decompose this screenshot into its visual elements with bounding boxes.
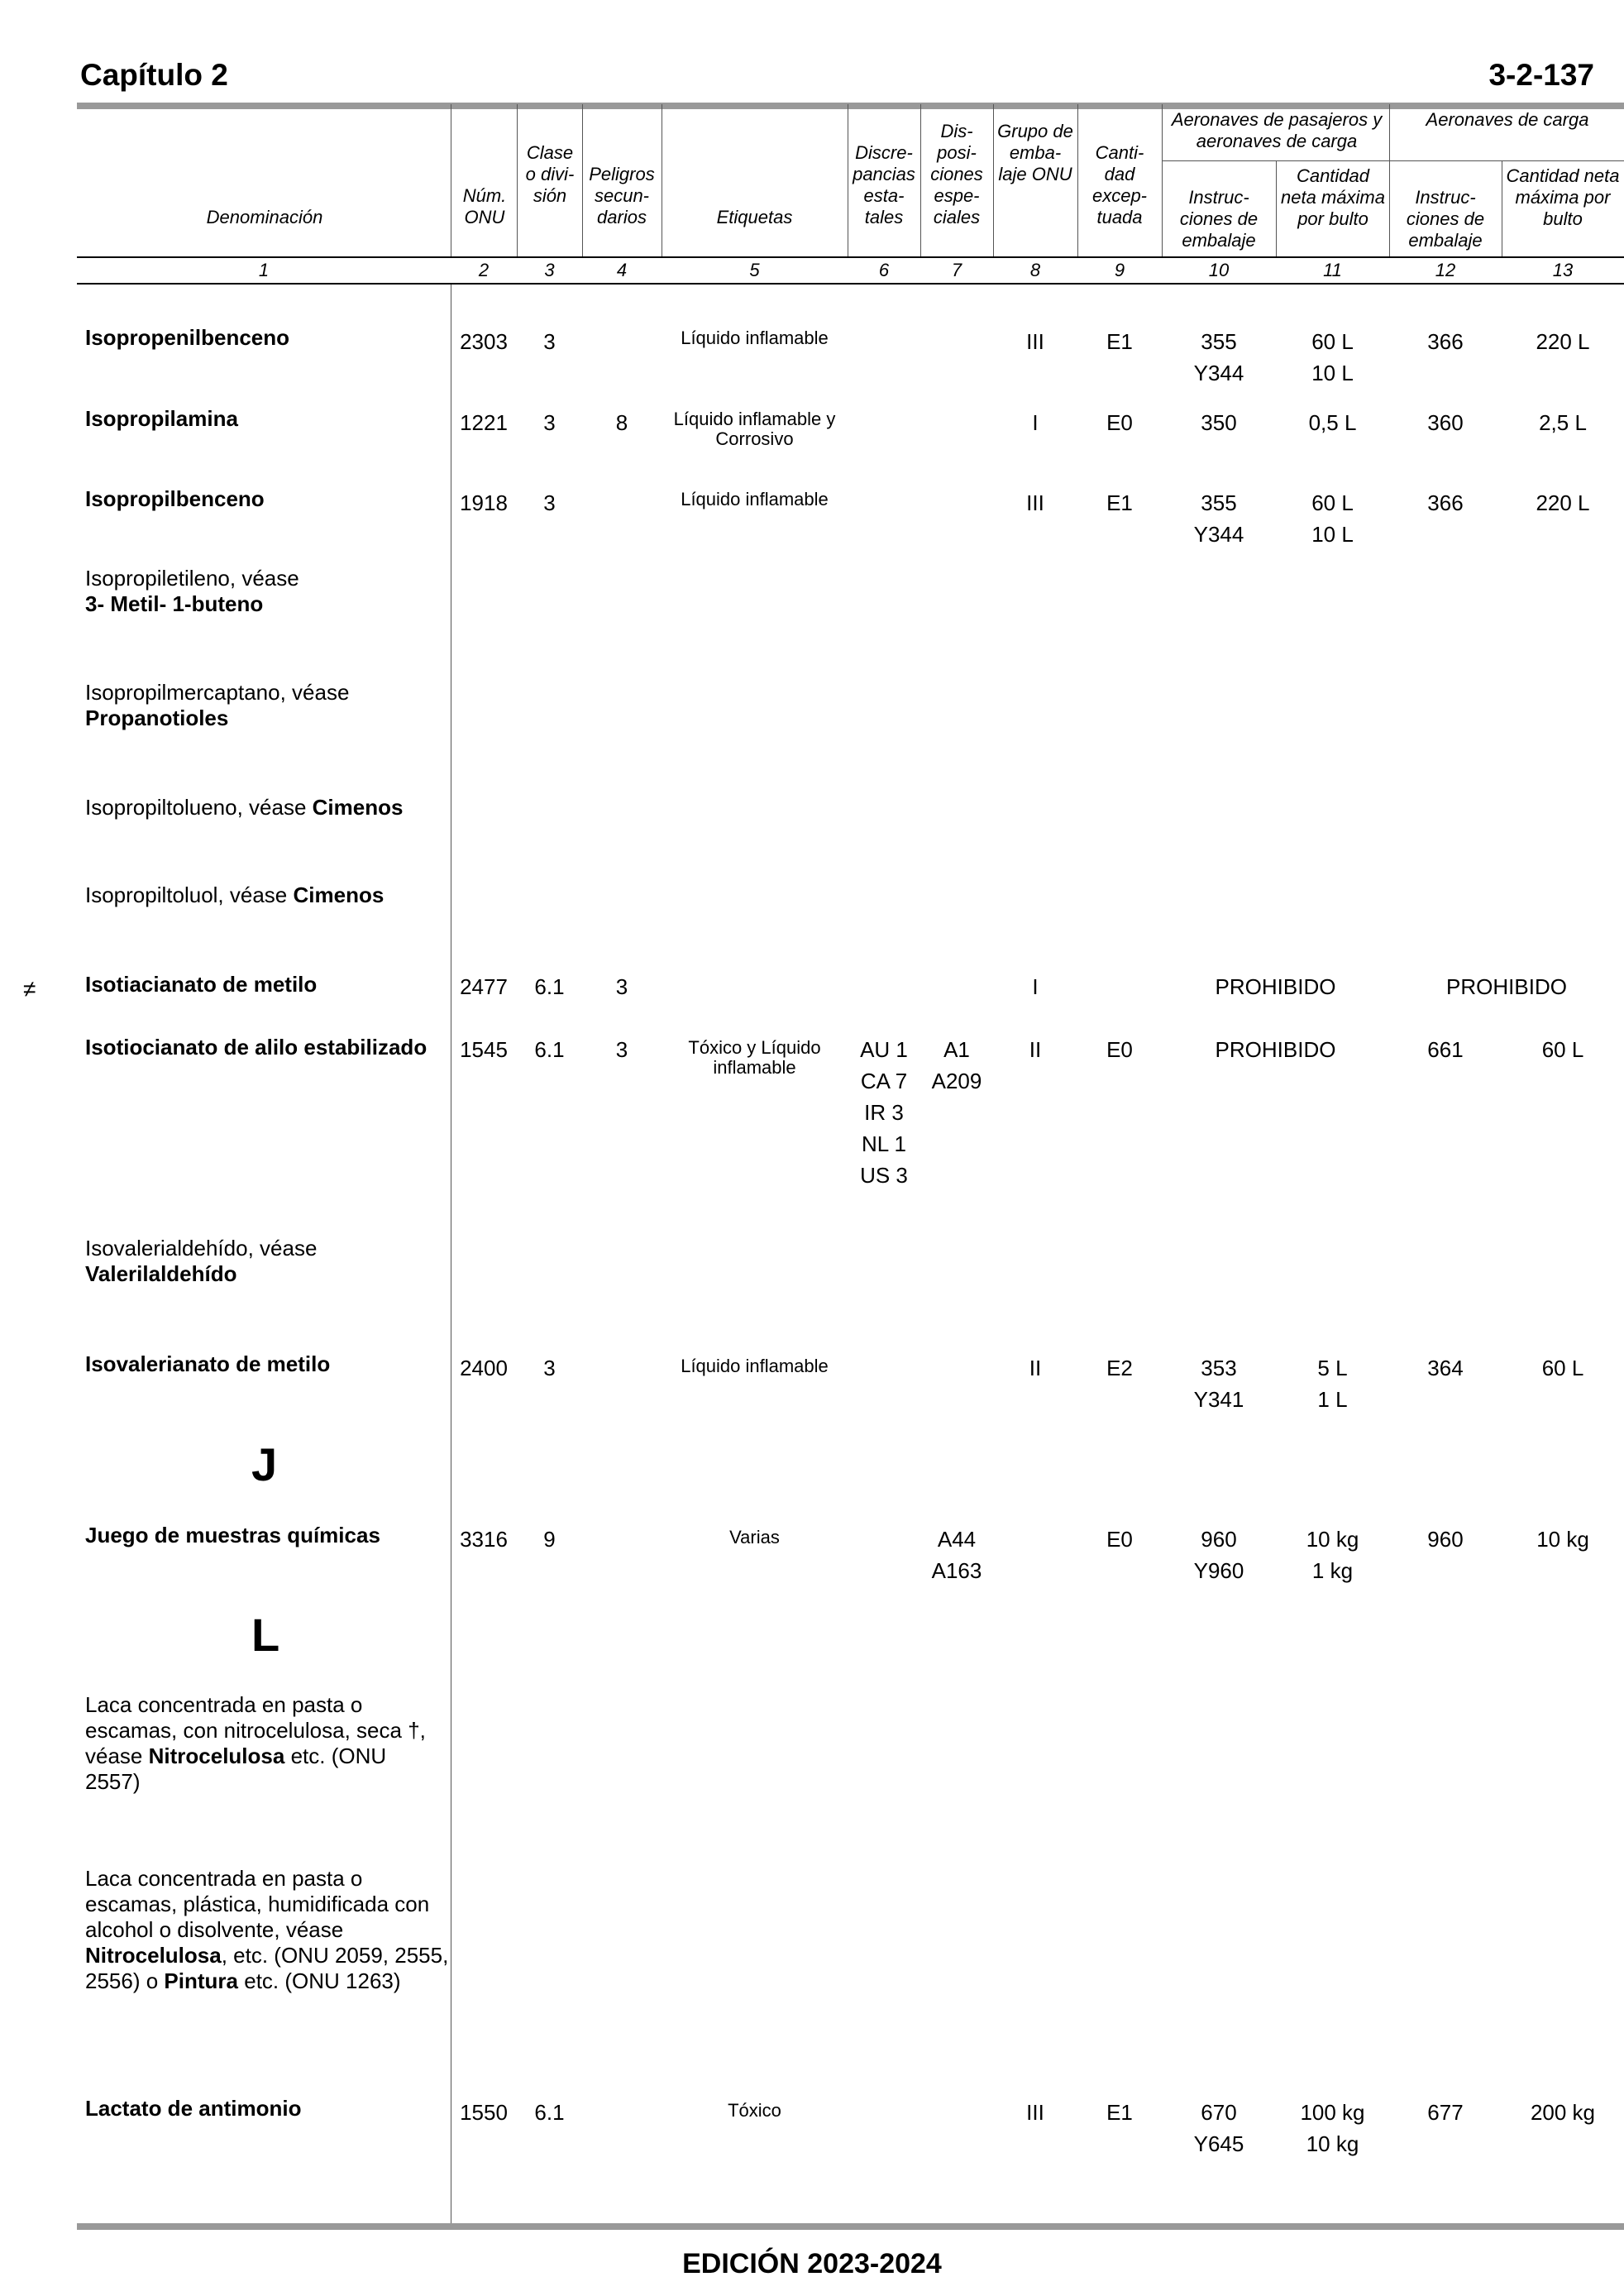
see-text: Isopropiltolueno, véase	[85, 795, 307, 820]
excepted-qty: E1	[1106, 329, 1133, 354]
header-clase: Clase o divi- sión	[525, 142, 575, 206]
cao-max-qty: 220 L	[1536, 329, 1590, 354]
see-text: Isovalerialdehído, véase	[85, 1236, 318, 1260]
subsidiary-hazard: 3	[615, 1037, 628, 1062]
top-rule	[77, 103, 1624, 109]
un-number: 1221	[460, 410, 508, 435]
header-denominacion: Denominación	[206, 207, 323, 227]
pax-instruction: 353	[1201, 1356, 1237, 1380]
section-letter: J	[251, 1438, 278, 1490]
pax-max-qty-y: 10 L	[1311, 361, 1354, 385]
class: 6.1	[534, 974, 565, 999]
cao-instruction: 360	[1427, 410, 1464, 435]
col-num-9: 9	[1114, 260, 1125, 280]
state-variation: US 3	[860, 1163, 908, 1188]
un-number: 2477	[460, 974, 508, 999]
cao-instruction: 364	[1427, 1356, 1464, 1380]
pax-max-qty-y: 1 kg	[1311, 1558, 1354, 1583]
pax-max-qty-y: 10 L	[1311, 522, 1354, 547]
pax-instruction: 350	[1201, 410, 1237, 435]
un-number: 2400	[460, 1356, 508, 1380]
header-cantidad-exceptuada: Canti- dad excep- tuada	[1091, 142, 1148, 227]
see-reference: Cimenos	[312, 795, 404, 820]
excepted-qty: E0	[1106, 1527, 1133, 1552]
entry-name: Juego de muestras químicas	[85, 1523, 380, 1547]
see-reference: Valerilaldehído	[85, 1261, 237, 1286]
group-line	[1162, 160, 1624, 161]
col-num-11: 11	[1323, 260, 1342, 280]
header-cantidad-cao: Cantidad neta máxima por bulto	[1506, 165, 1620, 229]
see-text: Isopropilmercaptano, véase	[85, 680, 350, 705]
col-num-1: 1	[258, 260, 270, 280]
un-number: 3316	[460, 1527, 508, 1552]
subsidiary-hazard: 3	[615, 974, 628, 999]
section-letter: L	[251, 1609, 280, 1661]
cao-max-qty: 60 L	[1541, 1356, 1584, 1380]
pax-max-qty: 100 kg	[1300, 2100, 1365, 2125]
cao-instruction: 677	[1427, 2100, 1464, 2125]
see-entry	[85, 566, 449, 617]
labels: Varias	[729, 1527, 780, 1547]
see-text: Isopropiltoluol, véase	[85, 883, 288, 907]
cao-instruction: 960	[1427, 1527, 1464, 1552]
packing-group: III	[1026, 329, 1044, 354]
cao-max-qty: 220 L	[1536, 490, 1590, 515]
entry-name: Lactato de antimonio	[85, 2096, 302, 2121]
un-number: 2303	[460, 329, 508, 354]
class: 6.1	[534, 2100, 565, 2125]
state-variation: IR 3	[864, 1100, 904, 1125]
col-num-2: 2	[478, 260, 490, 280]
special-provision: A44	[937, 1527, 977, 1552]
cao-forbidden: PROHIBIDO	[1446, 974, 1567, 999]
packing-group: II	[1029, 1356, 1042, 1380]
header-etiquetas: Etiquetas	[716, 207, 793, 227]
see-text-tail: etc. (ONU 2557)	[85, 1744, 387, 1794]
see-text-tail: etc. (ONU 1263)	[244, 1968, 401, 1993]
header-instrucciones-cao: Instruc- ciones de embalaje	[1406, 187, 1485, 251]
col-num-8: 8	[1029, 260, 1041, 280]
excepted-qty: E2	[1106, 1356, 1133, 1380]
class: 3	[543, 1356, 556, 1380]
labels: Líquido inflamable y Corrosivo	[673, 409, 836, 449]
cao-max-qty: 200 kg	[1530, 2100, 1596, 2125]
special-provision: A1	[943, 1037, 970, 1062]
packing-group: III	[1026, 490, 1044, 515]
pax-max-qty-y: 10 kg	[1306, 2131, 1359, 2156]
packing-group: II	[1029, 1037, 1042, 1062]
header-peligros: Peligros secun- darios	[589, 164, 655, 227]
class: 3	[543, 329, 556, 354]
header-cantidad-pax: Cantidad neta máxima por bulto	[1281, 165, 1385, 229]
packing-group: III	[1026, 2100, 1044, 2125]
see-reference: Nitrocelulosa	[148, 1744, 285, 1768]
class: 3	[543, 490, 556, 515]
labels: Tóxico	[728, 2100, 781, 2121]
header-grupo: Grupo de emba- laje ONU	[997, 121, 1073, 184]
see-entry	[85, 1236, 449, 1287]
cao-instruction: 661	[1427, 1037, 1464, 1062]
pax-max-qty: 60 L	[1311, 329, 1354, 354]
class: 9	[543, 1527, 556, 1552]
col-num-13: 13	[1552, 260, 1574, 280]
entry-name: Isopropilamina	[85, 406, 238, 431]
excepted-qty: E1	[1106, 490, 1133, 515]
see-entry	[85, 1692, 441, 1795]
pax-instruction-y: Y645	[1193, 2131, 1244, 2156]
bottom-rule	[77, 2223, 1624, 2230]
state-variation: CA 7	[860, 1069, 908, 1093]
see-reference: Nitrocelulosa	[85, 1943, 222, 1968]
see-text: Isopropiletileno, véase	[85, 566, 299, 591]
pax-instruction-y: Y341	[1193, 1387, 1244, 1412]
see-text: Laca concentrada en pasta o escamas, plástica, humidificada con alcohol o disolvente, véase	[85, 1866, 430, 1942]
entry-name: Isotiocianato de alilo estabilizado	[85, 1035, 427, 1060]
number-line	[77, 283, 1624, 285]
state-variation: NL 1	[862, 1131, 906, 1156]
packing-group: I	[1032, 410, 1039, 435]
see-entry	[85, 1866, 449, 1994]
col-num-5: 5	[749, 260, 760, 280]
pax-instruction-y: Y344	[1193, 361, 1244, 385]
packing-group: I	[1032, 974, 1039, 999]
entry-name: Isopropenilbenceno	[85, 325, 290, 350]
revision-mark: ≠	[23, 976, 36, 1002]
entry-name: Isopropilbenceno	[85, 486, 265, 511]
entry-name: Isovalerianato de metilo	[85, 1351, 331, 1376]
col-num-12: 12	[1435, 260, 1456, 280]
pax-forbidden: PROHIBIDO	[1215, 1037, 1336, 1062]
pax-instruction-y: Y344	[1193, 522, 1244, 547]
see-reference-2: Pintura	[164, 1968, 238, 1993]
subsidiary-hazard: 8	[615, 410, 628, 435]
pax-max-qty: 10 kg	[1306, 1527, 1359, 1552]
un-number: 1918	[460, 490, 508, 515]
pax-max-qty: 60 L	[1311, 490, 1354, 515]
see-entry	[85, 680, 449, 731]
pax-max-qty: 5 L	[1317, 1356, 1348, 1380]
col-num-4: 4	[616, 260, 628, 280]
see-reference: Propanotioles	[85, 706, 229, 730]
excepted-qty: E0	[1106, 1037, 1133, 1062]
header-disposiciones: Dis- posi- ciones espe- ciales	[930, 121, 983, 227]
cao-instruction: 366	[1427, 490, 1464, 515]
pax-max-qty: 0,5 L	[1308, 410, 1357, 435]
pax-instruction: 670	[1201, 2100, 1237, 2125]
labels: Tóxico y Líquido inflamable	[688, 1037, 821, 1078]
labels: Líquido inflamable	[681, 489, 829, 509]
header-instrucciones-pax: Instruc- ciones de embalaje	[1179, 187, 1259, 251]
see-text-mid: , etc. (ONU 2059, 2555, 2556) o	[85, 1943, 449, 1993]
entry-name: Isotiacianato de metilo	[85, 972, 318, 997]
header-pasajeros-group: Aeronaves de pasajeros y aeronaves de carga	[1171, 109, 1383, 151]
labels: Líquido inflamable	[681, 328, 829, 348]
see-reference: 3- Metil- 1-buteno	[85, 591, 264, 616]
chapter-title: Capítulo 2	[80, 58, 228, 92]
cao-max-qty: 2,5 L	[1539, 410, 1587, 435]
pax-instruction: 960	[1201, 1527, 1237, 1552]
cao-max-qty: 60 L	[1541, 1037, 1584, 1062]
edition-footer: EDICIÓN 2023-2024	[682, 2248, 942, 2279]
pax-instruction: 355	[1201, 329, 1237, 354]
class: 6.1	[534, 1037, 565, 1062]
col-num-3: 3	[544, 260, 555, 280]
class: 3	[543, 410, 556, 435]
see-entry	[85, 795, 449, 820]
see-text: Laca concentrada en pasta o escamas, con nitrocelulosa, seca †, véase	[85, 1692, 426, 1768]
pax-instruction: 355	[1201, 490, 1237, 515]
see-reference: Cimenos	[293, 883, 385, 907]
excepted-qty: E0	[1106, 410, 1133, 435]
state-variation: AU 1	[860, 1037, 908, 1062]
pax-instruction-y: Y960	[1193, 1558, 1244, 1583]
header-num-onu: Núm. ONU	[462, 185, 507, 227]
col-num-7: 7	[951, 260, 962, 280]
cao-max-qty: 10 kg	[1536, 1527, 1589, 1552]
col-num-10: 10	[1208, 260, 1230, 280]
pax-forbidden: PROHIBIDO	[1215, 974, 1336, 999]
col-num-6: 6	[878, 260, 890, 280]
header-discrepancias: Discre- pancias esta- tales	[853, 142, 915, 227]
un-number: 1545	[460, 1037, 508, 1062]
header-carga-group: Aeronaves de carga	[1426, 109, 1589, 130]
un-number: 1550	[460, 2100, 508, 2125]
excepted-qty: E1	[1106, 2100, 1133, 2125]
cao-instruction: 366	[1427, 329, 1464, 354]
special-provision: A209	[931, 1069, 982, 1093]
pax-max-qty-y: 1 L	[1317, 1387, 1348, 1412]
labels: Líquido inflamable	[681, 1356, 829, 1376]
see-entry	[85, 883, 449, 908]
page-number: 3-2-137	[1488, 58, 1594, 92]
special-provision: A163	[931, 1558, 982, 1583]
